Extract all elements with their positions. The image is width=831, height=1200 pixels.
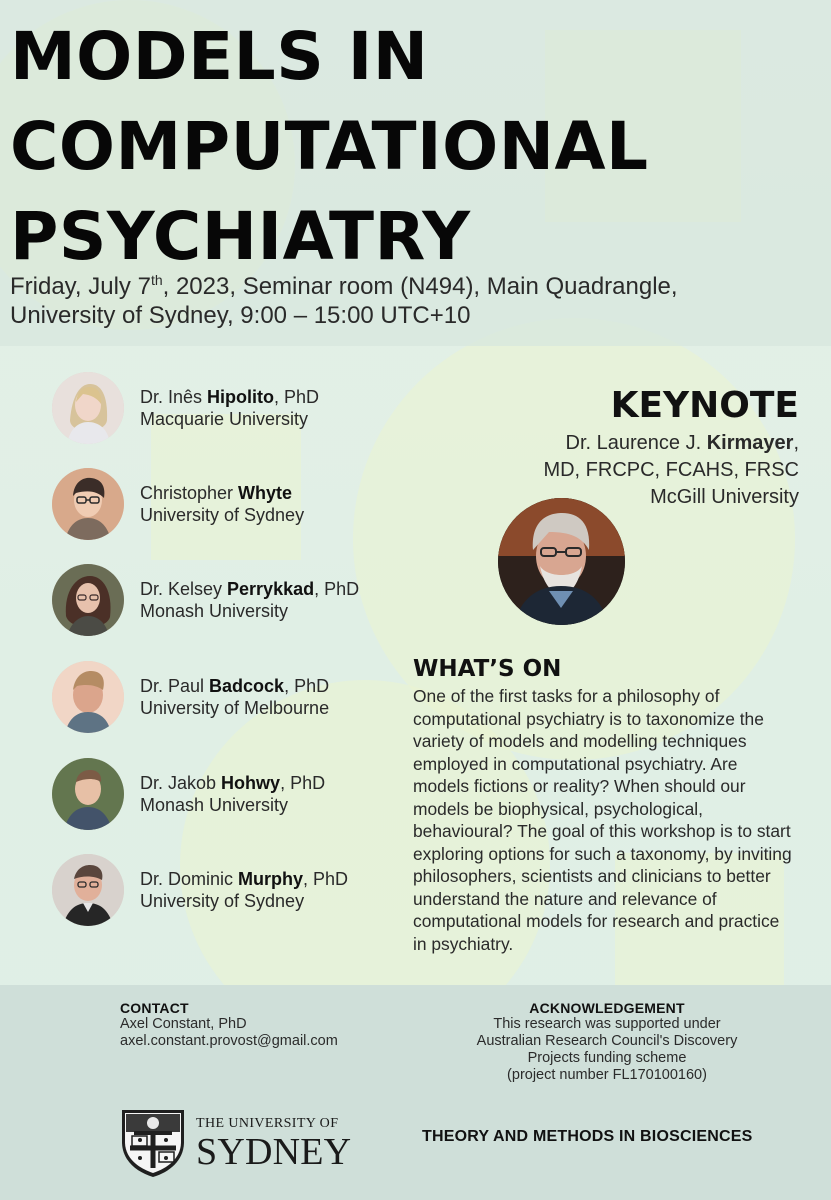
portrait-icon [52,468,124,540]
speaker-name: Dr. Jakob Hohwy, PhD [140,773,326,793]
portrait-icon [52,758,124,830]
speaker-photo [52,758,124,830]
keynote-portrait-icon [498,498,625,625]
speaker-photo [52,372,124,444]
university-top: THE UNIVERSITY OF [196,1115,339,1131]
acknowledgement-line: Projects funding scheme [527,1050,687,1066]
contact-email: axel.constant.provost@gmail.com [120,1033,338,1049]
event-details [10,266,790,330]
acknowledgement-line: Australian Research Council's Discovery [476,1033,738,1049]
speaker-institution: Macquarie University [140,409,309,429]
speaker-text [140,482,304,526]
speaker-institution: Monash University [140,601,289,621]
keynote-name: Dr. Laurence J. Kirmayer, [565,432,799,454]
speaker-photo [52,661,124,733]
whats-on-heading: WHAT’S ON [413,656,562,682]
keynote-credentials: MD, FRCPC, FCAHS, FRSC [543,459,799,481]
speaker-item [52,468,412,542]
keynote-institution: McGill University [650,486,799,508]
speaker-institution: University of Melbourne [140,698,330,718]
event-line-2: University of Sydney, 9:00 – 15:00 UTC+10 [10,302,471,329]
contact-name: Axel Constant, PhD [120,1016,247,1032]
portrait-icon [52,564,124,636]
speaker-item [52,372,412,446]
university-crest [118,1106,188,1179]
speaker-name: Christopher Whyte [140,483,293,503]
keynote-photo [498,498,625,625]
speaker-name: Dr. Dominic Murphy, PhD [140,869,349,889]
acknowledgement-section [442,1000,772,1084]
speaker-text [140,578,359,622]
speaker-photo [52,564,124,636]
keynote-section [419,382,799,511]
speaker-photo [52,468,124,540]
university-crest-icon [118,1106,188,1179]
portrait-icon [52,372,124,444]
speaker-item [52,854,412,928]
portrait-icon [52,661,124,733]
event-line-1: Friday, July 7th, 2023, Seminar room (N494), Main Quadrangle, [10,272,678,300]
title-line: MODELS IN [10,18,429,95]
theory-methods-label: THEORY AND METHODS IN BIOSCIENCES [422,1128,753,1145]
speaker-name: Dr. Kelsey Perrykkad, PhD [140,579,360,599]
contact-heading: CONTACT [120,1000,189,1016]
speaker-text [140,675,329,719]
university-wordmark [196,1115,351,1171]
speaker-photo [52,854,124,926]
speaker-institution: University of Sydney [140,891,305,911]
acknowledgement-line: This research was supported under [493,1016,721,1032]
contact-section [120,1000,420,1050]
whats-on-body: One of the first tasks for a philosophy of computational psychiatry is to taxonomize the variety of models and modelling techniques employed in computational psychiatry. Are models fictions or reality? When should our models be biophysical, psychological, behavioural? The goal of this workshop is to start exploring options for such a taxonomy, by inviting philosophers, scientists and clinicians to better understand the nature and relevance of computational models for research and practice in psychiatry. [413,686,792,954]
title-line: COMPUTATIONAL [10,108,649,185]
page-title [10,12,790,282]
whats-on-section [413,653,793,955]
speaker-item [52,758,412,832]
speaker-institution: Monash University [140,795,289,815]
speaker-institution: University of Sydney [140,505,305,525]
speaker-text [140,868,348,912]
portrait-icon [52,854,124,926]
speaker-name: Dr. Paul Badcock, PhD [140,676,330,696]
speaker-text [140,386,319,430]
title-line: PSYCHIATRY [10,198,471,275]
acknowledgement-line: (project number FL170100160) [507,1067,707,1083]
speaker-text [140,772,325,816]
speaker-item [52,564,412,638]
university-logo [118,1105,352,1180]
acknowledgement-heading: ACKNOWLEDGEMENT [529,1000,685,1016]
speaker-item [52,661,412,735]
speaker-name: Dr. Inês Hipolito, PhD [140,387,320,407]
keynote-heading: KEYNOTE [610,385,799,426]
university-bottom: SYDNEY [196,1130,352,1173]
